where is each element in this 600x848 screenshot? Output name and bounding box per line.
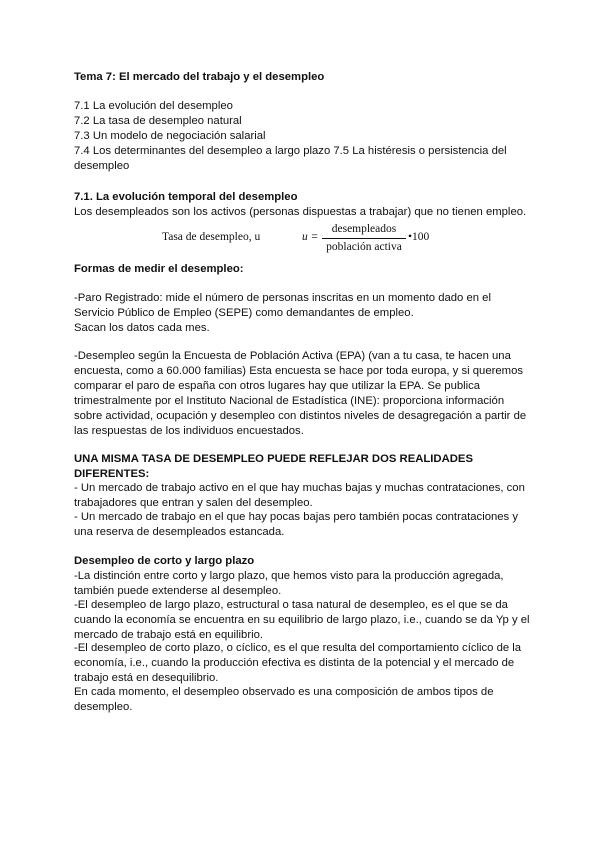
- formula-numerator: desempleados: [331, 223, 397, 235]
- paragraph: -El desempleo de corto plazo, o cíclico, es el que resulta del comportamiento cíclico de la economía, i.e., cuando la producción efectiva es distinta de la potencial y el mercado de trabajo está en desequilibrio.: [74, 642, 522, 684]
- toc-item: 7.2 La tasa de desempleo natural: [74, 115, 242, 127]
- paragraph: -Desempleo según la Encuesta de Población Activa (EPA) (van a tu casa, te hacen una encuesta, como a 60.000 familias) Esta encuesta se hace por toda europa, y si queremos comparar el paro de españa con otros lugares hay que utilizar la EPA. Se publica trimestralmente por el Instituto Nacional de Estadística (INE): proporciona información sobre actividad, ocupación y desempleo con distintos niveles de desagregación a partir de las respuestas de los individuos encuestados.: [74, 350, 527, 437]
- section-heading: 7.1. La evolución temporal del desempleo: [74, 191, 298, 203]
- formula-fraction: [322, 222, 406, 255]
- formula-denominator: población activa: [326, 241, 402, 253]
- formula-variable: u: [302, 231, 308, 243]
- section-heading: Desempleo de corto y largo plazo: [74, 555, 255, 567]
- fraction-bar: [322, 238, 406, 239]
- document-title: Tema 7: El mercado del trabajo y el desempleo: [74, 71, 325, 83]
- table-of-contents: [74, 99, 534, 174]
- paragraph: Sacan los datos cada mes.: [74, 322, 210, 334]
- unemployment-rate-formula: [74, 222, 534, 260]
- section-heading: UNA MISMA TASA DE DESEMPLEO PUEDE REFLEJAR DOS REALIDADES DIFERENTES:: [74, 453, 473, 480]
- formula-multiplier: •100: [408, 231, 430, 243]
- paragraph: - Un mercado de trabajo en el que hay pocas bajas pero también pocas contrataciones y una reserva de desempleados estancada.: [74, 511, 518, 538]
- formula-label: Tasa de desempleo, u: [162, 231, 261, 243]
- section-intro: Los desempleados son los activos (personas dispuestas a trabajar) que no tienen empleo.: [74, 206, 527, 218]
- formula-equals: =: [310, 231, 319, 243]
- paragraph: -El desempleo de largo plazo, estructural o tasa natural de desempleo, es el que se da cuando la economía se encuentra en su equilibrio de largo plazo, i.e., cuando se da Yp y el mercado de trabajo está en equilibrio.: [74, 599, 530, 641]
- toc-item: 7.1 La evolución del desempleo: [74, 100, 233, 112]
- section-heading: Formas de medir el desempleo:: [74, 263, 244, 275]
- toc-item: 7.4 Los determinantes del desempleo a largo plazo 7.5 La histéresis o persistencia del desempleo: [74, 145, 507, 172]
- paragraph: En cada momento, el desempleo observado es una composición de ambos tipos de desempleo.: [74, 686, 494, 713]
- paragraph: -La distinción entre corto y largo plazo, que hemos visto para la producción agregada, también puede extenderse al desempleo.: [74, 570, 504, 597]
- toc-item: 7.3 Un modelo de negociación salarial: [74, 130, 266, 142]
- paragraph: -Paro Registrado: mide el número de personas inscritas en un momento dado en el Servicio Público de Empleo (SEPE) como demandantes de empleo.: [74, 292, 491, 319]
- paragraph: - Un mercado de trabajo activo en el que hay muchas bajas y muchas contrataciones, con trabajadores que entran y salen del desempleo.: [74, 482, 525, 509]
